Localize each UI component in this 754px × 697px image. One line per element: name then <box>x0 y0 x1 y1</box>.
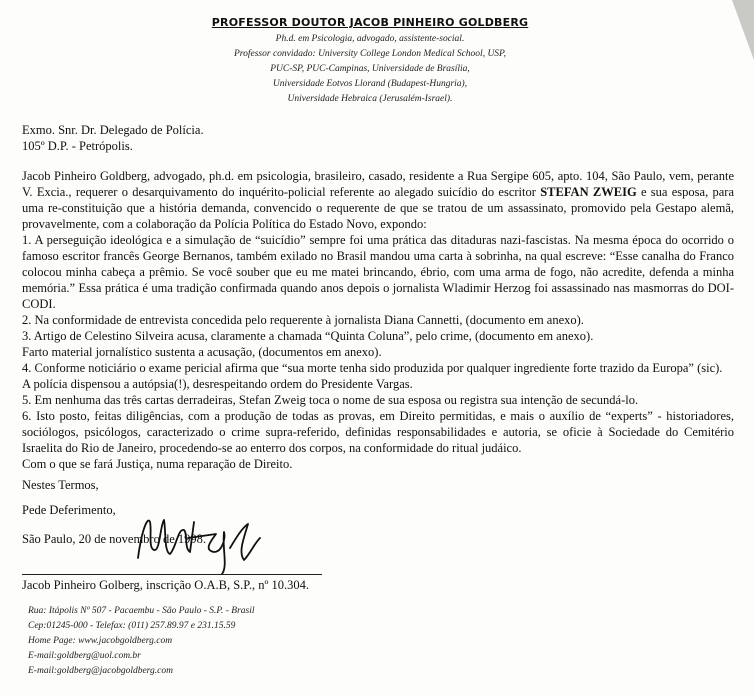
footer-homepage: Home Page: www.jacobgoldberg.com <box>28 636 173 646</box>
footer-email: E-mail:goldberg@jacobgoldberg.com <box>28 666 173 676</box>
letterhead-line: PUC-SP, PUC-Campinas, Universidade de Brasília, <box>270 64 470 74</box>
intro-text: Jacob Pinheiro Goldberg, advogado, ph.d. em psicologia, brasileiro, casado, residente a Rua Sergipe 605, apto. 104, São Paulo, vem, perante V. Excia., requerer o desarquivamento do inquérito-policial referente ao alegado suicídio do escritor <box>22 169 734 199</box>
handwritten-signature <box>130 508 270 578</box>
footer-contact <box>28 604 255 679</box>
body-item: 3. Artigo de Celestino Silveira acusa, claramente a chamada “Quinta Coluna”, pelo crime, (documento em anexo). <box>22 329 594 343</box>
subject-name: STEFAN ZWEIG <box>540 185 637 199</box>
letterhead-line: Professor convidado: University College London Medical School, USP, <box>233 49 507 59</box>
addressee <box>22 122 204 154</box>
footer-phone: Cep:01245-000 - Telefax: (011) 257.89.97 e 231.15.59 <box>28 621 236 631</box>
place-date: São Paulo, 20 de novembro de 1998. <box>22 532 207 546</box>
addressee-line: 105º D.P. - Petrópolis. <box>22 139 133 153</box>
closing-terms: Nestes Termos, <box>22 478 99 492</box>
closing-request: Pede Deferimento, <box>22 503 116 517</box>
footer-email: E-mail:goldberg@uol.com.br <box>28 651 141 661</box>
letterhead-line: Ph.d. em Psicologia, advogado, assistente-social. <box>275 34 465 44</box>
body-item: Farto material jornalístico sustenta a acusação, (documentos em anexo). <box>22 345 382 359</box>
signer-name: Jacob Pinheiro Golberg, inscrição O.A.B, S.P., nº 10.304. <box>22 578 309 592</box>
body-item: 6. Isto posto, feitas diligências, com a produção de todas as provas, em Direito permitidas, e mais o auxílio de “experts” - historiadores, sociólogos, psicólogos, caracterizado o crime supra-referido, definidas responsabilidades e autoria, se oficie à Sociedade do Cemitério Israelita do Rio de Janeiro, procedendo-se ao enterro dos corpos, na conformidade do ritual judáico. <box>22 409 734 455</box>
body-item: 4. Conforme noticiário o exame pericial afirma que “sua morte tenha sido produzida por qualquer ingrediente forte trazido da Europa” (sic). <box>22 361 723 375</box>
footer-address: Rua: Itápolis Nº 507 - Pacaembu - São Paulo - S.P. - Brasil <box>28 606 255 616</box>
body-item: A polícia dispensou a autópsia(!), desrespeitando ordem do Presidente Vargas. <box>22 377 413 391</box>
body-item: 2. Na conformidade de entrevista concedida pelo requerente à jornalista Diana Cannetti, (documento em anexo). <box>22 313 584 327</box>
signature-line <box>22 574 322 575</box>
intro-paragraph <box>22 168 734 232</box>
addressee-line: Exmo. Snr. Dr. Delegado de Polícia. <box>22 123 204 137</box>
letterhead <box>200 16 540 107</box>
body-item: 1. A perseguição ideológica e a simulação de “suicídio” sempre foi uma prática das ditaduras nazi-fascistas. Na mesma época do ocorrido o famoso escritor francês George Bernanos, também exilado no Brasil mandou uma carta à sobrinha, na qual escreve: “Esse canalha do Franco colocou minha cabeça a prêmio. Se você souber que eu me matei brincando, ébrio, com uma arma de fogo, não acredite, defenda a minha memória.” Essa prática é uma tradição confirmada quando anos depois o jornalista Wladimir Herzog foi assassinado nas masmorras do DOI-CODI. <box>22 233 734 311</box>
letter-body <box>22 168 734 472</box>
page-fold-shadow <box>732 0 754 60</box>
body-item: 5. Em nenhuma das três cartas derradeiras, Stefan Zweig toca o nome de sua esposa ou registra sua intenção de secundá-lo. <box>22 393 639 407</box>
intro-text: e sua esposa, para uma re-constituição que a história demanda, convencido o requerente de que se tratou de um assassinato, promovido pela Gestapo alemã, provavelmente, com a colaboração da Polícia Política do Estado Novo, expondo: <box>22 185 735 231</box>
body-item: Com o que se fará Justiça, numa reparação de Direito. <box>22 457 293 471</box>
letterhead-line: Universidade Hebraica (Jerusalém-Israel). <box>287 94 453 104</box>
letterhead-line: Universidade Eotvos Llorand (Budapest-Hungria), <box>272 79 468 89</box>
letterhead-name: PROFESSOR DOUTOR JACOB PINHEIRO GOLDBERG <box>211 16 529 29</box>
